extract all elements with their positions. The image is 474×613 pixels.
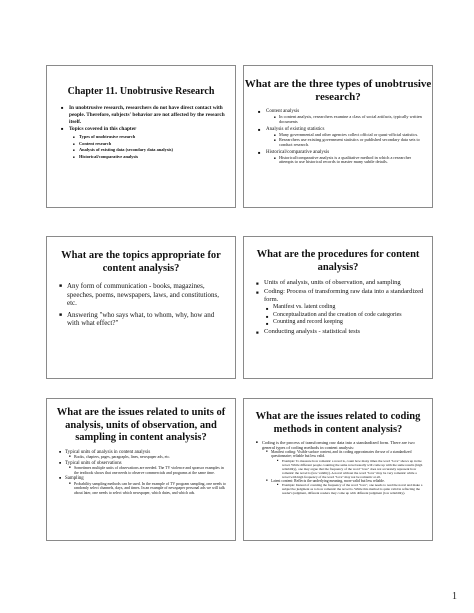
bullet-item: ■ Answering "who says what, to whom, why, how and with what effect?": [59, 311, 227, 328]
sub-bullet-item: ■ Many governmental and other agencies collect official or quasi-official statistics.: [274, 133, 424, 138]
slide-title: What are the topics appropriate for content analysis?: [61, 250, 221, 274]
sub-bullet-list: [266, 304, 424, 327]
sub-bullet-item: ■ Probability sampling methods can be used. In the example of TV program sampling, one needs to randomly select channels, days, and times. In an example of newspaper personal ads we will talk about later, one needs to select which newspaper, which dates, and which ads.: [69, 482, 227, 496]
bullet-item: ■ Conducting analysis - statistical tests: [256, 328, 424, 336]
slide-title: What are the procedures for content analysis?: [256, 249, 420, 273]
sub-sub-bullet-list: [277, 459, 424, 479]
bullet-item: ■ Typical units of observations ■ Sometimes multiple units of observations are needed. The TV violence and sponsor examples in the textbook shows that one needs to observe commercials and programs at the same time.: [59, 461, 227, 476]
slide-title: What are the issues related to coding methods in content analysis?: [255, 411, 421, 435]
sub-bullet-item: ■ Content research: [73, 141, 227, 148]
sub-bullet-list: [266, 450, 424, 495]
sub-bullet-item: ■ Historical/comparative analysis is a qualitative method in which a researcher attempts to use historical records to master many subtle details.: [274, 156, 424, 166]
sub-sub-bullet-item: ■ Example: Instead of counting the frequency of the word "love", one needs to read the novel and make a subjective judgment as to how romantic the novel is. While this method is quite valid in reflecting the reader's judgment, different readers may come up with different judgment (low reliability).: [277, 483, 424, 495]
sub-bullet-item: ■ Manifest coding: Visible surface content, and its coding approximates the use of a standardized questionnaire; reliable but less valid. ■ Example: To measure how romantic a novel is, count how many times the word "love" shows up in the novel. While different people counting the same novel usually will come up with the same results (high reliability), one may argue that the frequency of the word "love" does not accurately represent how romantic the novel is (low validity). A novel without the word "love" may be very romantic while a novel with high frequency of the word "love" may not be romantic at all.: [266, 450, 424, 479]
sub-bullet-item: ■ Types of unobtrusive research: [73, 134, 227, 141]
bullet-item: ■ Topics covered in this chapter ■ Types of unobtrusive research ■ Content research ■ Analysis of existing data (secondary data analysis) ■ Historical/comparative analysis: [63, 126, 227, 160]
slide-4: [243, 236, 433, 379]
sub-sub-bullet-item: ■ Example: To measure how romantic a novel is, count how many times the word "love" shows up in the novel. While different people counting the same novel usually will come up with the same results (high reliability), one may argue that the frequency of the word "love" does not accurately represent how romantic the novel is (low validity). A novel without the word "love" may be very romantic while a novel with high frequency of the word "love" may not be romantic at all.: [277, 459, 424, 479]
sub-bullet-list: [69, 455, 227, 460]
bullet-item: ■ Content analysis ■ In content analysis, researchers examine a class of social artifacts, typically written documents: [260, 109, 424, 125]
slide-6: [243, 398, 433, 541]
bullet-item: ■ Typical units of analysis in content analysis ■ Books, chapters, pages, paragraphs, lines, newspaper ads, etc.: [59, 450, 227, 460]
bullet-list: [63, 105, 227, 161]
sub-bullet-list: [274, 156, 424, 166]
slide-5: [46, 398, 236, 541]
bullet-list: [256, 279, 424, 336]
sub-bullet-item: ■ In content analysis, researchers examine a class of social artifacts, typically written documents: [274, 115, 424, 125]
sub-bullet-item: ■ Counting and record keeping: [266, 319, 424, 327]
sub-bullet-list: [274, 133, 424, 148]
sub-bullet-item: ■ Researchers use existing government statistics or published secondary data sets to conduct research.: [274, 138, 424, 148]
bullet-list: [59, 282, 227, 328]
bullet-item: ■ Analysis of existing statistics ■ Many governmental and other agencies collect official or quasi-official statistics. ■ Researchers use existing government statistics or published secondary data sets to conduct research.: [260, 127, 424, 148]
sub-bullet-item: ■ Analysis of existing data (secondary data analysis): [73, 147, 227, 154]
sub-bullet-list: [69, 482, 227, 496]
sub-sub-bullet-list: [277, 483, 424, 495]
sub-bullet-item: ■ Books, chapters, pages, paragraphs, lines, newspaper ads, etc.: [69, 455, 227, 460]
slide-title: Chapter 11. Unobtrusive Research: [67, 86, 215, 97]
page-number: 1: [452, 591, 457, 602]
sub-bullet-list: [73, 134, 227, 160]
sub-bullet-list: [69, 466, 227, 475]
bullet-item: ■ Units of analysis, units of observation, and sampling: [256, 279, 424, 287]
sub-bullet-item: ■ Conceptualization and the creation of code categories: [266, 312, 424, 320]
bullet-item: ■ In unobtrusive research, researchers do not have direct contact with people. Therefore, subjects' behavior are not affected by the research itself.: [63, 105, 227, 125]
sub-bullet-item: ■ Historical/comparative analysis: [73, 154, 227, 161]
bullet-item: ■ Sampling ■ Probability sampling methods can be used. In the example of TV program sampling, one needs to randomly select channels, days, and times. In an example of newspaper personal ads we will talk about later, one needs to select which newspaper, which dates, and which ads.: [59, 476, 227, 495]
bullet-item: ■ Historical/comparative analysis ■ Historical/comparative analysis is a qualitative method in which a researcher attempts to use historical records to master many subtle details.: [260, 150, 424, 166]
bullet-item: ■ Coding is the process of transforming raw data into a standardized form. There are two general types of coding methods in content analysis: ■ Manifest coding: Visible surface content, and its coding approximates the use of a standardized questionnaire; reliable but less valid. ■ Example: To measure how romantic a novel is, count how many times the word "love" shows up in the novel. While different people counting the same novel usually will come up with the same results (high reliability), one may argue that the frequency of the word "love" does not accurately represent how romantic the novel is (low validity). A novel without the word "love" may be very romantic while a novel with high frequency of the word "love" may not be romantic at all. ■ Latent content: Reflects the underlying meaning, more valid but less reliable. ■ Example: Instead of counting the frequency of the word "love", one needs to read the novel and make a subjective judgment as to how romantic the novel is. While this method is quite valid in reflecting the reader's judgment, different readers may come up with different judgment (low reliability).: [256, 440, 424, 495]
sub-bullet-item: ■ Latent content: Reflects the underlying meaning, more valid but less reliable. ■ Example: Instead of counting the frequency of the word "love", one needs to read the novel and make a subjective judgment as to how romantic the novel is. While this method is quite valid in reflecting the reader's judgment, different readers may come up with different judgment (low reliability).: [266, 479, 424, 495]
bullet-list: [256, 440, 424, 495]
slide-title: What are the issues related to units of analysis, units of observation, and sampling in content analysis?: [56, 407, 226, 443]
bullet-list: [59, 450, 227, 496]
sub-bullet-item: ■ Sometimes multiple units of observations are needed. The TV violence and sponsor examples in the textbook shows that one needs to observe commercials and programs at the same time.: [69, 466, 227, 475]
bullet-list: [260, 109, 424, 165]
slide-1: [46, 65, 236, 208]
bullet-item: ■ Any form of communication - books, magazines, speeches, poems, newspapers, laws, and constitutions, etc.: [59, 282, 227, 308]
sub-bullet-item: ■ Manifest vs. latent coding: [266, 304, 424, 312]
slide-3: [46, 236, 236, 379]
bullet-item: ■ Coding: Process of transforming raw data into a standardized form. ■ Manifest vs. latent coding ■ Conceptualization and the creation of code categories ■ Counting and record keeping: [256, 288, 424, 327]
sub-bullet-list: [274, 115, 424, 125]
slide-2: [243, 65, 433, 208]
slide-title: What are the three types of unobtrusive research?: [244, 78, 432, 103]
